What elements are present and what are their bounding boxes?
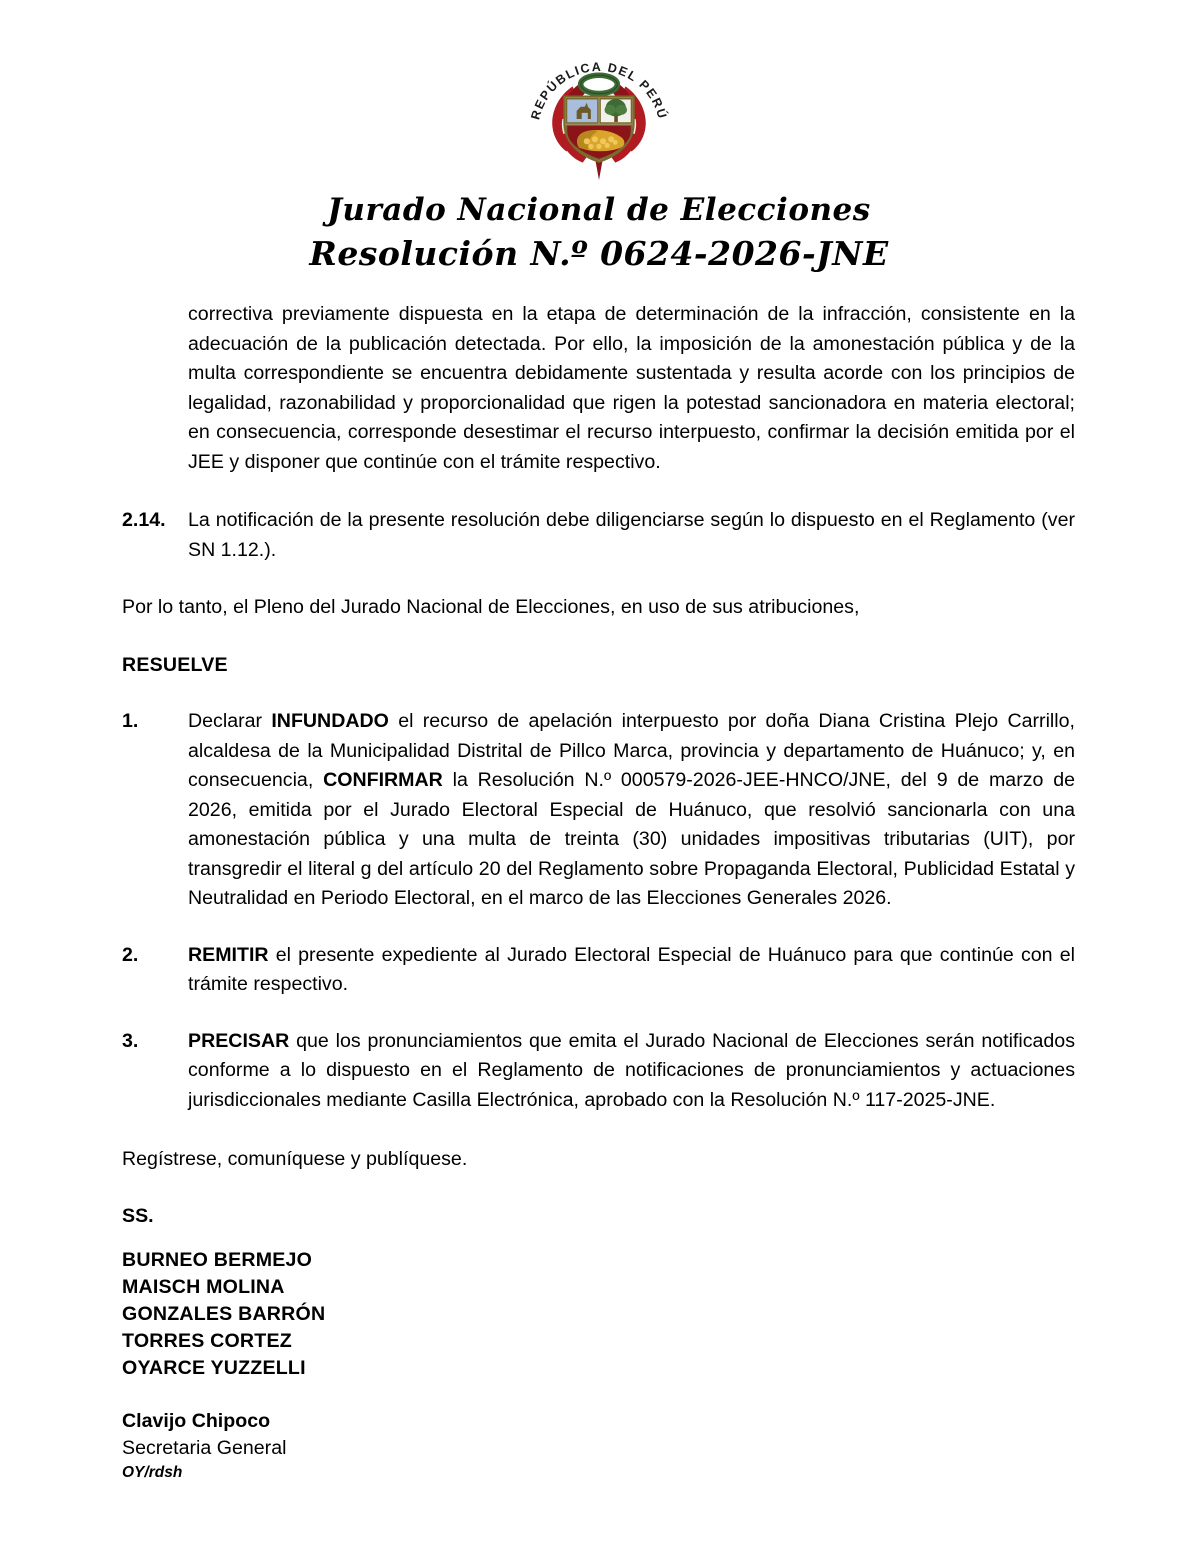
document-body [0,276,1198,1484]
secretary-name: Clavijo Chipoco [122,1410,271,1432]
document-header [0,0,1198,276]
resolution-item-text [188,941,1075,1000]
resolution-text-run: el recurso de apelación interpuesto por doña Diana Cristina Plejo Carrillo, alcaldesa de la Municipalidad Distrital de Pillco Marca, provincia y departamento de Huánuco; y, en consecuencia, [188,710,1075,791]
member-name: TORRES CORTEZ [122,1330,292,1352]
resolution-emphasis: INFUNDADO [271,710,389,732]
resolution-text-run: que los pronunciamientos que emita el Jurado Nacional de Elecciones serán notificados conforme a lo dispuesto en el Reglamento de notificaciones de pronunciamientos y actuaciones jurisdiccionales mediante Casilla Electrónica, aprobado con la Resolución N.º 117-2025-JNE. [188,1029,1075,1111]
coat-of-arms-block [524,46,674,186]
resuelve-heading: RESUELVE [122,653,228,676]
resolution-item-text [188,707,1075,914]
resolution-emphasis: PRECISAR [188,1029,290,1052]
peru-coat-of-arms-icon [538,60,660,182]
resolution-item-label: 1. [122,710,139,732]
closing-formula: Regístrese, comuníquese y publíquese. [122,1148,468,1170]
considerando-item-2-14 [0,506,1198,565]
resolutions-list [0,707,1198,1115]
continued-paragraph-block [0,300,1198,477]
secretary-block [122,1408,1198,1484]
resolution-item-label: 2. [122,943,139,966]
secretary-role: Secretaria General [122,1437,287,1459]
resolution-emphasis: CONFIRMAR [323,769,443,791]
secretary-initials: OY/rdsh [122,1464,183,1481]
continued-paragraph: correctiva previamente dispuesta en la etapa de determinación de la infracción, consistente en la adecuación de la publicación detectada. Por ello, la imposición de la amonestación pública y de la multa correspondiente se encuentra debidamente sustentada y resulta acorde con los principios de legalidad, razonabilidad y proporcionalidad que rigen la potestad sancionadora en materia electoral; en consecuencia, corresponde desestimar el recurso interpuesto, confirmar la decisión emitida por el JEE y disponer que continúe con el trámite respectivo. [188,303,1075,473]
resolution-item [0,941,1198,1000]
ss-label: SS. [122,1204,154,1227]
crest-arc-label-text: REPÚBLICA DEL PERÚ [528,59,670,122]
por-lo-tanto-text: Por lo tanto, el Pleno del Jurado Nacional de Elecciones, en uso de sus atribuciones, [122,596,860,618]
resolution-item-text [188,1027,1075,1116]
resolution-text-run: Declarar [188,710,272,732]
resolution-item-label: 3. [122,1029,139,1052]
resolution-text-run: la Resolución N.º 000579-2026-JEE-HNCO/JNE, del 9 de marzo de 2026, emitida por el Jurado Electoral Especial de Huánuco, que resolvió sancionarla con una amonestación pública y una multa de treinta (30) unidades impositivas tributarias (UIT), por transgredir el literal g del artículo 20 del Reglamento sobre Propaganda Electoral, Publicidad Estatal y Neutralidad en Periodo Electoral, en el marco de las Elecciones Generales 2026. [188,769,1075,909]
resolution-item [0,1027,1198,1116]
member-name: BURNEO BERMEJO [122,1249,313,1271]
signoff-block [0,1145,1198,1484]
member-name: MAISCH MOLINA [122,1276,285,1298]
por-lo-tanto-block [0,593,1198,623]
institution-title: Jurado Nacional de Elecciones [327,192,871,228]
considerando-item-text: La notificación de la presente resolución debe diligenciarse según lo dispuesto en el Reglamento (ver SN 1.12.). [188,509,1075,561]
members-list [122,1247,1198,1382]
considerando-item-label: 2.14. [122,509,166,531]
resolution-number-title: Resolución N.º 0624-2026-JNE [309,234,889,273]
member-name: GONZALES BARRÓN [122,1303,326,1325]
resolution-text-run: el presente expediente al Jurado Electoral Especial de Huánuco para que continúe con el trámite respectivo. [188,943,1075,995]
resolution-emphasis: REMITIR [188,943,269,966]
resolution-item [0,707,1198,914]
member-name: OYARCE YUZZELLI [122,1357,306,1379]
